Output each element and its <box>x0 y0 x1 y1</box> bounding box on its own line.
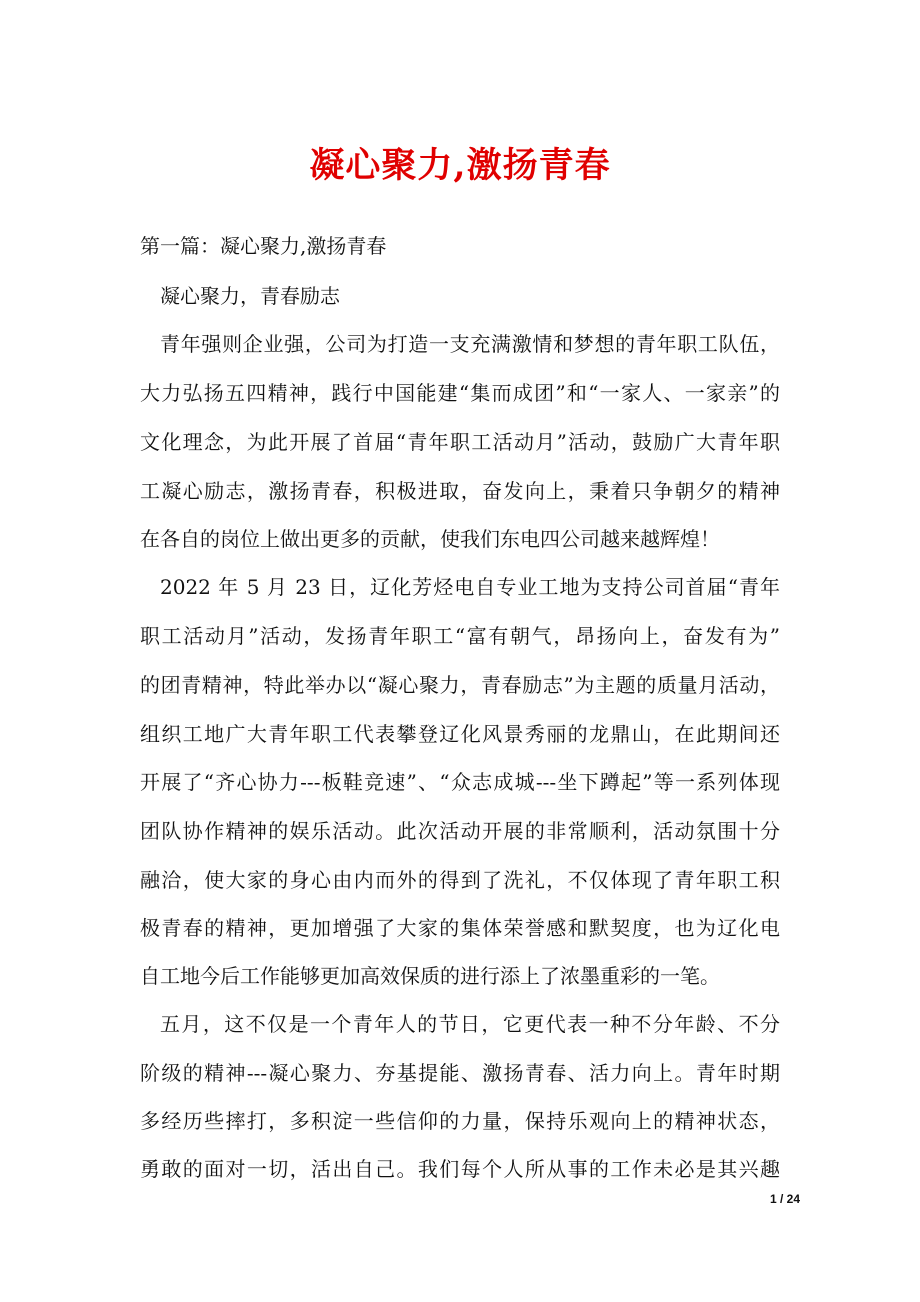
page-number: 1 / 24 <box>769 1192 800 1206</box>
paragraph-line: 青年强则企业强，公司为打造一支充满激情和梦想的青年职工队伍， <box>160 332 780 356</box>
paragraph-line: 自工地今后工作能够更加高效保质的进行添上了浓墨重彩的一笔。 <box>140 964 720 988</box>
paragraph-line: 极青春的精神，更加增强了大家的集体荣誉感和默契度，也为辽化电 <box>140 916 780 940</box>
paragraph-line: 工凝心励志，激扬青春，积极进取，奋发向上，秉着只争朝夕的精神 <box>140 479 780 503</box>
paragraph-line: 的团青精神，特此举办以“凝心聚力，青春励志”为主题的质量月活动， <box>140 673 780 697</box>
paragraph-line: 勇敢的面对一切，活出自己。我们每个人所从事的工作未必是其兴趣 <box>140 1157 780 1181</box>
paragraph-line: 文化理念，为此开展了首届“青年职工活动月”活动，鼓励广大青年职 <box>140 430 780 454</box>
paragraph-line: 职工活动月”活动，发扬青年职工“富有朝气，昂扬向上，奋发有为” <box>140 624 780 648</box>
paragraph-line: 2022 年 5 月 23 日，辽化芳烃电自专业工地为支持公司首届“青年 <box>160 575 780 599</box>
paragraph-line: 融洽，使大家的身心由内而外的得到了洗礼，不仅体现了青年职工积 <box>140 868 780 892</box>
paragraph-line: 阶级的精神---凝心聚力、夯基提能、激扬青春、活力向上。青年时期 <box>140 1061 780 1085</box>
paragraph-line: 五月，这不仅是一个青年人的节日，它更代表一种不分年龄、不分 <box>160 1012 780 1036</box>
section-subheading: 凝心聚力，青春励志 <box>160 284 340 308</box>
paragraph-line: 开展了“齐心协力---板鞋竞速”、“众志成城---坐下蹲起”等一系列体现 <box>140 770 780 794</box>
section-heading: 第一篇：凝心聚力,激扬青春 <box>140 234 387 258</box>
document-title: 凝心聚力,激扬青春 <box>309 145 611 186</box>
paragraph-line: 组织工地广大青年职工代表攀登辽化风景秀丽的龙鼎山，在此期间还 <box>140 722 780 746</box>
paragraph-line: 大力弘扬五四精神，践行中国能建“集而成团”和“一家人、一家亲”的 <box>140 381 780 405</box>
paragraph-line: 多经历些摔打，多积淀一些信仰的力量，保持乐观向上的精神状态， <box>140 1109 780 1133</box>
paragraph-line: 在各自的岗位上做出更多的贡献，使我们东电四公司越来越辉煌！ <box>140 527 720 551</box>
paragraph-line: 团队协作精神的娱乐活动。此次活动开展的非常顺利，活动氛围十分 <box>140 819 780 843</box>
